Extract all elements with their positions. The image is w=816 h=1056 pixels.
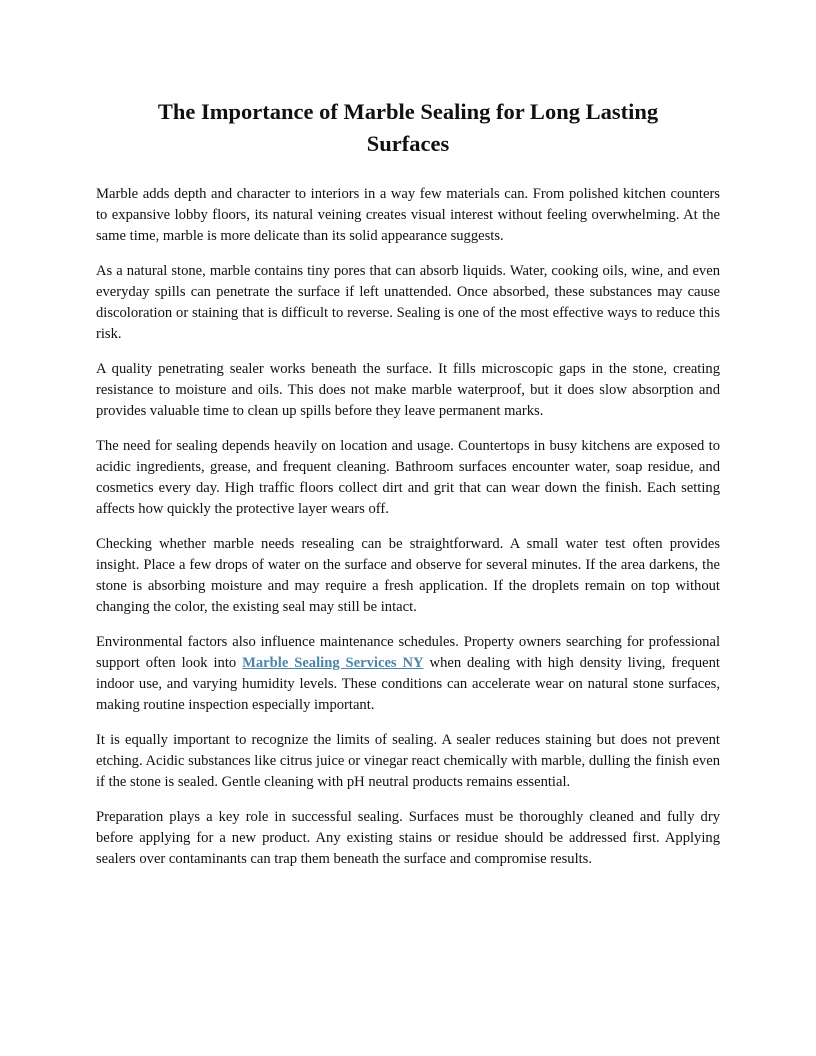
marble-sealing-services-link[interactable]: Marble Sealing Services NY <box>242 655 424 671</box>
paragraph-pores: As a natural stone, marble contains tiny pores that can absorb liquids. Water, cooking oils, wine, and even everyday spills can penetrate the surface if left unattended. Once absorbed, these substances may cause discoloration or staining that is difficult to reverse. Sealing is one of the most effective ways to reduce this risk. <box>96 263 720 342</box>
paragraph-preparation: Preparation plays a key role in successful sealing. Surfaces must be thoroughly cleaned and fully dry before applying for a new product. Any existing stains or residue should be addressed first. Applying sealers over contaminants can trap them beneath the surface and compromise results. <box>96 809 720 867</box>
document-body <box>96 184 720 870</box>
paragraph-penetrating-sealer: A quality penetrating sealer works beneath the surface. It fills microscopic gaps in the stone, creating resistance to moisture and oils. This does not make marble waterproof, but it does slow absorption and provides valuable time to clean up spills before they leave permanent marks. <box>96 361 720 419</box>
paragraph-location-usage: The need for sealing depends heavily on location and usage. Countertops in busy kitchens are exposed to acidic ingredients, grease, and frequent cleaning. Bathroom surfaces encounter water, soap residue, and cosmetics every day. High traffic floors collect dirt and grit that can wear down the finish. Each setting affects how quickly the protective layer wears off. <box>96 438 720 517</box>
paragraph-intro: Marble adds depth and character to interiors in a way few materials can. From polished kitchen counters to expansive lobby floors, its natural veining creates visual interest without feeling overwhelming. At the same time, marble is more delicate than its solid appearance suggests. <box>96 186 720 244</box>
paragraph-limits: It is equally important to recognize the limits of sealing. A sealer reduces staining but does not prevent etching. Acidic substances like citrus juice or vinegar react chemically with marble, dulling the finish even if the stone is sealed. Gentle cleaning with pH neutral products remains essential. <box>96 732 720 790</box>
document-title: The Importance of Marble Sealing for Long Lasting Surfaces <box>157 99 659 156</box>
paragraph-environmental-after: when dealing with high density living, frequent indoor use, and varying humidity levels. These conditions can accelerate wear on natural stone surfaces, making routine inspection especially important. <box>96 655 720 713</box>
paragraph-environmental-before: Environmental factors also influence maintenance schedules. Property owners searching for professional support often look into <box>96 634 720 671</box>
paragraph-environmental <box>96 632 720 716</box>
paragraph-water-test: Checking whether marble needs resealing can be straightforward. A small water test often provides insight. Place a few drops of water on the surface and observe for several minutes. If the area darkens, the stone is absorbing moisture and may require a fresh application. If the droplets remain on top without changing the color, the existing seal may still be intact. <box>96 536 720 615</box>
